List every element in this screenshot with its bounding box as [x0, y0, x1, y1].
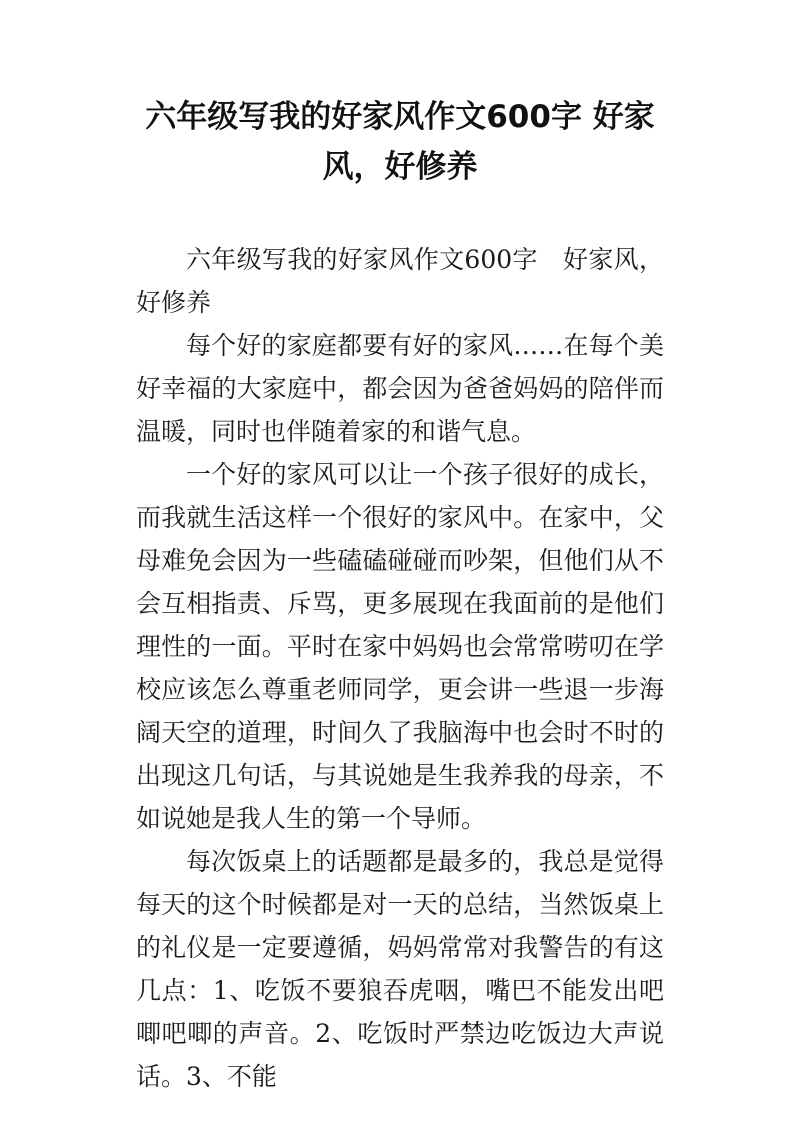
paragraph: 六年级写我的好家风作文600字 好家风，好修养 — [136, 245, 664, 317]
document-title: 六年级写我的好家风作文600字 好家风，好修养 — [145, 99, 655, 185]
paragraph: 每个好的家庭都要有好的家风……在每个美好幸福的大家庭中，都会因为爸爸妈妈的陪伴而温暖，同时也伴随着家的和谐气息。 — [136, 331, 664, 446]
document-body — [136, 238, 664, 1098]
paragraph: 每次饭桌上的话题都是最多的，我总是觉得每天的这个时候都是对一天的总结，当然饭桌上的礼仪是一定要遵循，妈妈常常对我警告的有这几点：1、吃饭不要狼吞虎咽，嘴巴不能发出吧唧吧唧的声音。2、吃饭时严禁边吃饭边大声说话。3、不能 — [136, 847, 664, 1091]
paragraph: 一个好的家风可以让一个孩子很好的成长，而我就生活这样一个很好的家风中。在家中，父母难免会因为一些磕磕碰碰而吵架，但他们从不会互相指责、斥骂，更多展现在我面前的是他们理性的一面。平时在家中妈妈也会常常唠叨在学校应该怎么尊重老师同学，更会讲一些退一步海阔天空的道理，时间久了我脑海中也会时不时的出现这几句话，与其说她是生我养我的母亲，不如说她是我人生的第一个导师。 — [136, 460, 664, 833]
